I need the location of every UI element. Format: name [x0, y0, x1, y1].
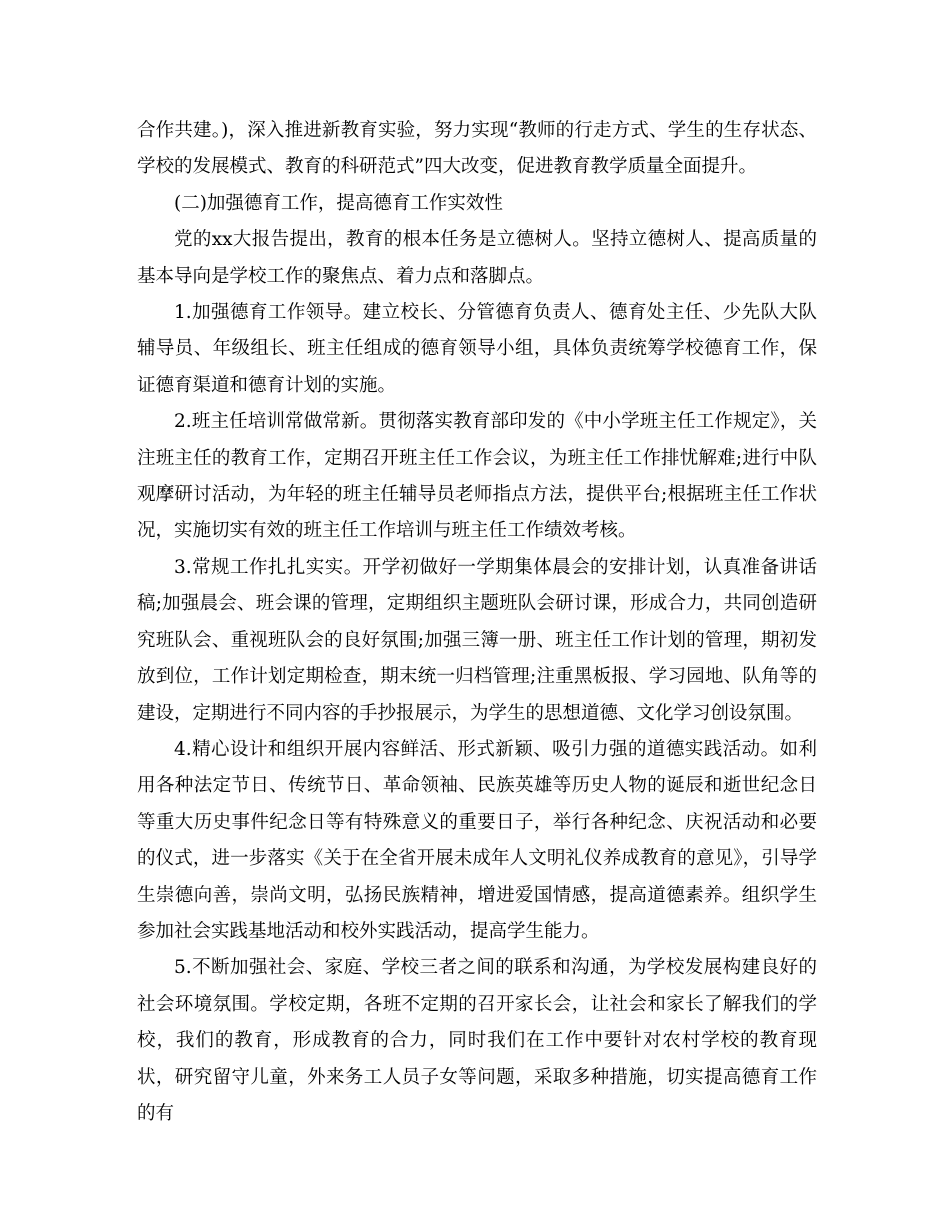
paragraph-item-2: 2.班主任培训常做常新。贯彻落实教育部印发的《中小学班主任工作规定》，关注班主任的教育工作，定期召开班主任工作会议，为班主任工作排忧解难;进行中队观摩研讨活动，为年轻的班主任辅导员老师指点方法，提供平台;根据班主任工作状况，实施切实有效的班主任工作培训与班主任工作绩效考核。 [137, 411, 817, 542]
document-body [137, 113, 817, 1132]
paragraph-item-5: 5.不断加强社会、家庭、学校三者之间的联系和沟通，为学校发展构建良好的社会环境氛围。学校定期，各班不定期的召开家长会，让社会和家长了解我们的学校，我们的教育，形成教育的合力，同时我们在工作中要针对农村学校的教育现状，研究留守儿童，外来务工人员子女等问题，采取多种措施，切实提高德育工作的有 [137, 957, 817, 1124]
paragraph-item-3: 3.常规工作扎扎实实。开学初做好一学期集体晨会的安排计划，认真准备讲话稿;加强晨会、班会课的管理，定期组织主题班队会研讨课，形成合力，共同创造研究班队会、重视班队会的良好氛围;加强三簿一册、班主任工作计划的管理，期初发放到位，工作计划定期检查，期末统一归档管理;注重黑板报、学习园地、队角等的建设，定期进行不同内容的手抄报展示，为学生的思想道德、文化学习创设氛围。 [137, 556, 817, 724]
paragraph-continuation: 合作共建。)，深入推进新教育实验，努力实现“教师的行走方式、学生的生存状态、学校的发展模式、教育的科研范式”四大改变，促进教育教学质量全面提升。 [137, 120, 817, 178]
section-heading: (二)加强德育工作，提高德育工作实效性 [174, 192, 503, 214]
paragraph-item-4: 4.精心设计和组织开展内容鲜活、形式新颖、吸引力强的道德实践活动。如利用各种法定节日、传统节日、革命领袖、民族英雄等历史人物的诞辰和逝世纪念日等重大历史事件纪念日等有特殊意义的重要日子，举行各种纪念、庆祝活动和必要的仪式，进一步落实《关于在全省开展未成年人文明礼仪养成教育的意见》，引导学生崇德向善，崇尚文明，弘扬民族精神，增进爱国情感，提高道德素养。组织学生参加社会实践基地活动和校外实践活动，提高学生能力。 [137, 738, 817, 942]
paragraph-item-1: 1.加强德育工作领导。建立校长、分管德育负责人、德育处主任、少先队大队辅导员、年级组长、班主任组成的德育领导小组，具体负责统筹学校德育工作，保证德育渠道和德育计划的实施。 [137, 302, 817, 396]
paragraph-intro: 党的xx大报告提出，教育的根本任务是立德树人。坚持立德树人、提高质量的基本导向是学校工作的聚焦点、着力点和落脚点。 [137, 229, 817, 287]
